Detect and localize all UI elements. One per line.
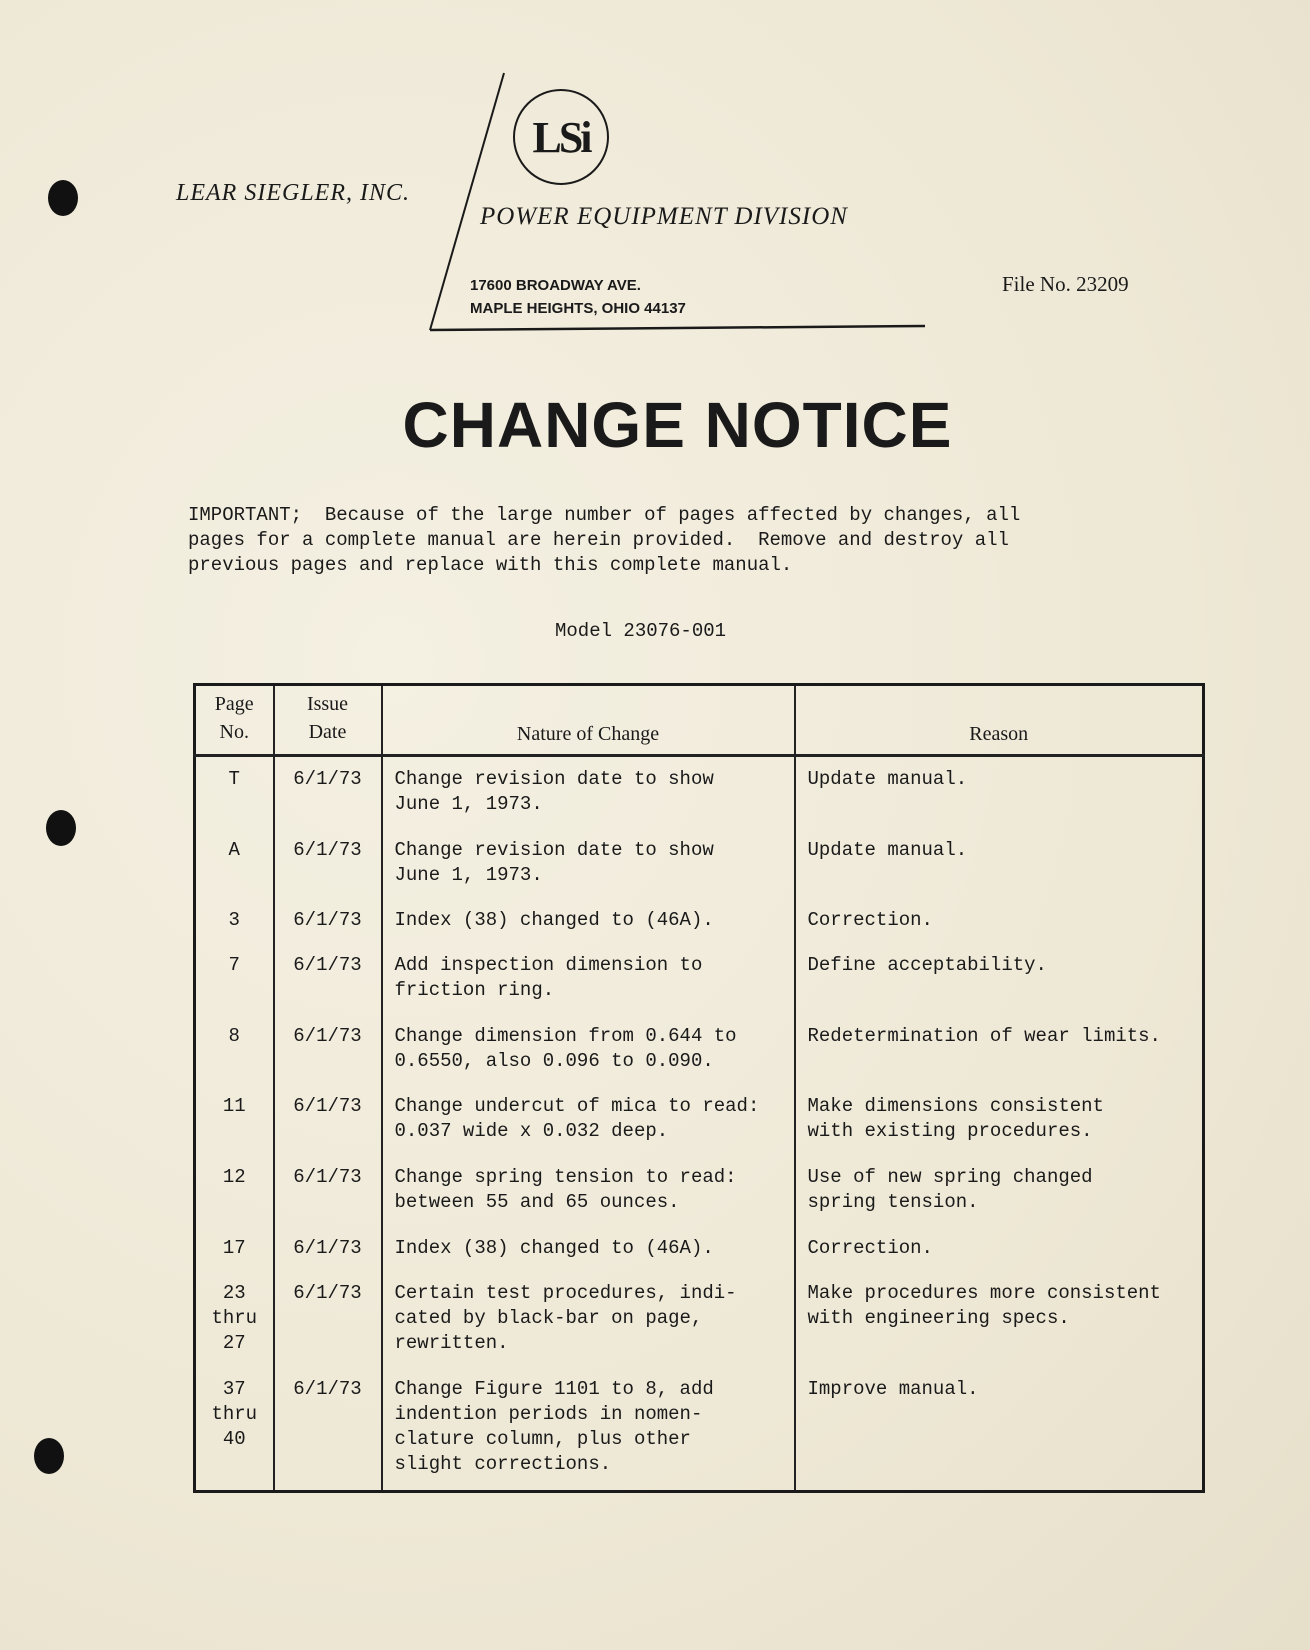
lsi-logo: LSi [513, 89, 609, 185]
page-no-cell: 11 [222, 1095, 246, 1118]
nature-cell: Change Figure 1101 to 8, add indention periods in nomen- clature column, plus other slight corrections. [382, 1367, 795, 1491]
issue-date-cell: 6/1/73 [274, 1155, 382, 1226]
nature-cell: Index (38) changed to (46A). [382, 1226, 795, 1271]
important-notice: IMPORTANT; Because of the large number of pages affected by changes, all pages for a complete manual are herein provided. Remove and destroy all previous pages and replace with this complete manual. [188, 504, 1021, 576]
reason-cell: Correction. [795, 898, 1204, 943]
table-row [195, 898, 1204, 943]
reason-cell: Make procedures more consistent with engineering specs. [795, 1271, 1204, 1368]
issue-date-cell: 6/1/73 [274, 898, 382, 943]
address-line-2: MAPLE HEIGHTS, OHIO 44137 [470, 300, 686, 317]
page-title: CHANGE NOTICE [402, 389, 953, 461]
header-nature: Nature of Change [382, 685, 795, 756]
reason-cell: Update manual. [795, 828, 1204, 899]
page-no-cell: 12 [222, 1166, 246, 1189]
page-no-cell: 37 thru 40 [211, 1378, 258, 1451]
table-header-row [195, 685, 1204, 756]
header-page-no: Page No. [195, 685, 274, 756]
issue-date-cell: 6/1/73 [274, 1271, 382, 1368]
reason-cell: Define acceptability. [795, 943, 1204, 1014]
page-no-cell: 7 [228, 954, 240, 977]
reason-cell: Correction. [795, 1226, 1204, 1271]
issue-date-cell: 6/1/73 [274, 756, 382, 828]
nature-cell: Certain test procedures, indi- cated by black-bar on page, rewritten. [382, 1271, 795, 1368]
nature-cell: Change revision date to show June 1, 1973. [382, 756, 795, 828]
nature-cell: Add inspection dimension to friction ring. [382, 943, 795, 1014]
issue-date-cell: 6/1/73 [274, 1367, 382, 1491]
file-number: File No. 23209 [1002, 272, 1129, 296]
table-row [195, 1084, 1204, 1155]
header-reason: Reason [795, 685, 1204, 756]
company-name: LEAR SIEGLER, INC. [176, 180, 410, 206]
punch-hole [48, 180, 78, 216]
table-row [195, 1226, 1204, 1271]
page-no-cell: A [228, 838, 240, 861]
issue-date-cell: 6/1/73 [274, 1014, 382, 1085]
division-name: POWER EQUIPMENT DIVISION [480, 203, 848, 230]
address-line-1: 17600 BROADWAY AVE. [470, 277, 641, 294]
nature-cell: Index (38) changed to (46A). [382, 898, 795, 943]
change-table [193, 683, 1205, 1493]
reason-cell: Improve manual. [795, 1367, 1204, 1491]
table-row [195, 1367, 1204, 1491]
issue-date-cell: 6/1/73 [274, 828, 382, 899]
table-row [195, 943, 1204, 1014]
page-no-cell: 23 thru 27 [211, 1281, 258, 1354]
page-no-cell: T [228, 768, 240, 790]
issue-date-cell: 6/1/73 [274, 943, 382, 1014]
issue-date-cell: 6/1/73 [274, 1226, 382, 1271]
table-row [195, 1155, 1204, 1226]
header-issue-date: Issue Date [274, 685, 382, 756]
page-no-cell: 8 [228, 1024, 240, 1047]
reason-cell: Update manual. [795, 756, 1204, 828]
nature-cell: Change spring tension to read: between 55 and 65 ounces. [382, 1155, 795, 1226]
page-no-cell: 3 [228, 909, 240, 932]
reason-cell: Make dimensions consistent with existing procedures. [795, 1084, 1204, 1155]
table-row [195, 756, 1204, 828]
punch-hole [46, 810, 76, 846]
table-row [195, 1014, 1204, 1085]
punch-hole [34, 1438, 64, 1474]
nature-cell: Change undercut of mica to read: 0.037 wide x 0.032 deep. [382, 1084, 795, 1155]
table-row [195, 1271, 1204, 1368]
page-no-cell: 17 [222, 1236, 246, 1259]
nature-cell: Change dimension from 0.644 to 0.6550, also 0.096 to 0.090. [382, 1014, 795, 1085]
issue-date-cell: 6/1/73 [274, 1084, 382, 1155]
table-row [195, 828, 1204, 899]
reason-cell: Use of new spring changed spring tension. [795, 1155, 1204, 1226]
nature-cell: Change revision date to show June 1, 1973. [382, 828, 795, 899]
model-number: Model 23076-001 [555, 620, 727, 642]
reason-cell: Redetermination of wear limits. [795, 1014, 1204, 1085]
